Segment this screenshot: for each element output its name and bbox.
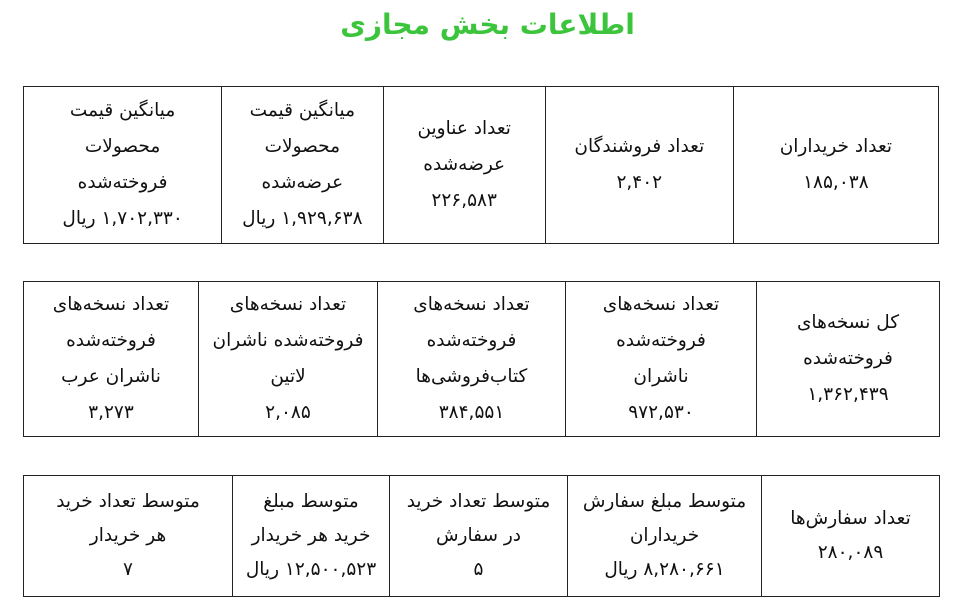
stat-cell bbox=[566, 282, 757, 437]
stat-value: ۱,۳۶۲,۴۳۹ bbox=[807, 384, 889, 405]
stat-value: ۱۲,۵۰۰,۵۲۳ ریال bbox=[245, 559, 377, 580]
stat-cell bbox=[222, 87, 383, 244]
stat-label: میانگین قیمت محصولات فروخته‌شده bbox=[69, 100, 176, 193]
stat-value: ۱,۷۰۲,۳۳۰ ریال bbox=[62, 208, 183, 229]
stat-cell bbox=[199, 282, 378, 437]
sold-copies-table bbox=[23, 281, 940, 437]
stat-value: ۹۷۲,۵۳۰ bbox=[628, 402, 694, 423]
stat-label: متوسط مبلغ سفارش خریداران bbox=[582, 491, 747, 546]
orders-table bbox=[23, 475, 940, 597]
stat-cell bbox=[378, 282, 566, 437]
stat-label: میانگین قیمت محصولات عرضه‌شده bbox=[249, 100, 355, 193]
stat-value: ۲۲۶,۵۸۳ bbox=[431, 190, 497, 211]
stat-cell bbox=[24, 282, 199, 437]
stat-cell bbox=[24, 87, 222, 244]
stat-value: ۳۸۴,۵۵۱ bbox=[438, 402, 505, 423]
stat-label: متوسط تعداد خرید در سفارش bbox=[406, 491, 551, 546]
stat-value: ۱۸۵,۰۳۸ bbox=[803, 172, 869, 193]
stat-cell bbox=[383, 87, 545, 244]
stat-label: تعداد خریداران bbox=[779, 136, 893, 157]
stat-cell bbox=[568, 476, 762, 597]
stat-cell bbox=[762, 476, 940, 597]
stat-value: ۳,۲۷۳ bbox=[88, 402, 134, 423]
stat-cell bbox=[233, 476, 390, 597]
stat-label: تعداد سفارش‌ها bbox=[790, 508, 911, 529]
stat-label: متوسط تعداد خرید هر خریدار bbox=[56, 491, 200, 546]
stat-label: تعداد نسخه‌های فروخته‌شده ناشران bbox=[602, 294, 720, 387]
stat-cell bbox=[390, 476, 568, 597]
stat-value: ۲,۰۸۵ bbox=[265, 402, 311, 423]
stat-cell bbox=[24, 476, 233, 597]
page-title: اطلاعات بخش مجازی bbox=[340, 8, 635, 41]
stat-label: کل نسخه‌های فروخته‌شده bbox=[796, 312, 900, 369]
stat-label: متوسط مبلغ خرید هر خریدار bbox=[251, 491, 371, 546]
stat-label: تعداد فروشندگان bbox=[574, 136, 705, 157]
stat-cell bbox=[733, 87, 938, 244]
stat-label: تعداد عناوین عرضه‌شده bbox=[417, 118, 511, 175]
buyers-sellers-table bbox=[23, 86, 939, 244]
stat-value: ۲۸۰,۰۸۹ bbox=[817, 542, 884, 563]
stat-value: ۲,۴۰۲ bbox=[616, 172, 663, 193]
stat-value: ۱,۹۲۹,۶۳۸ ریال bbox=[242, 208, 363, 229]
stat-cell bbox=[757, 282, 940, 437]
stat-value: ۵ bbox=[473, 559, 484, 580]
stat-cell bbox=[545, 87, 733, 244]
stat-label: تعداد نسخه‌های فروخته‌شده ناشران لاتین bbox=[212, 294, 364, 387]
stat-label: تعداد نسخه‌های فروخته‌شده ناشران عرب bbox=[52, 294, 170, 387]
stat-label: تعداد نسخه‌های فروخته‌شده کتاب‌فروشی‌ها bbox=[413, 294, 530, 387]
stat-value: ۸,۲۸۰,۶۶۱ ریال bbox=[604, 559, 725, 580]
stat-value: ۷ bbox=[123, 559, 133, 580]
